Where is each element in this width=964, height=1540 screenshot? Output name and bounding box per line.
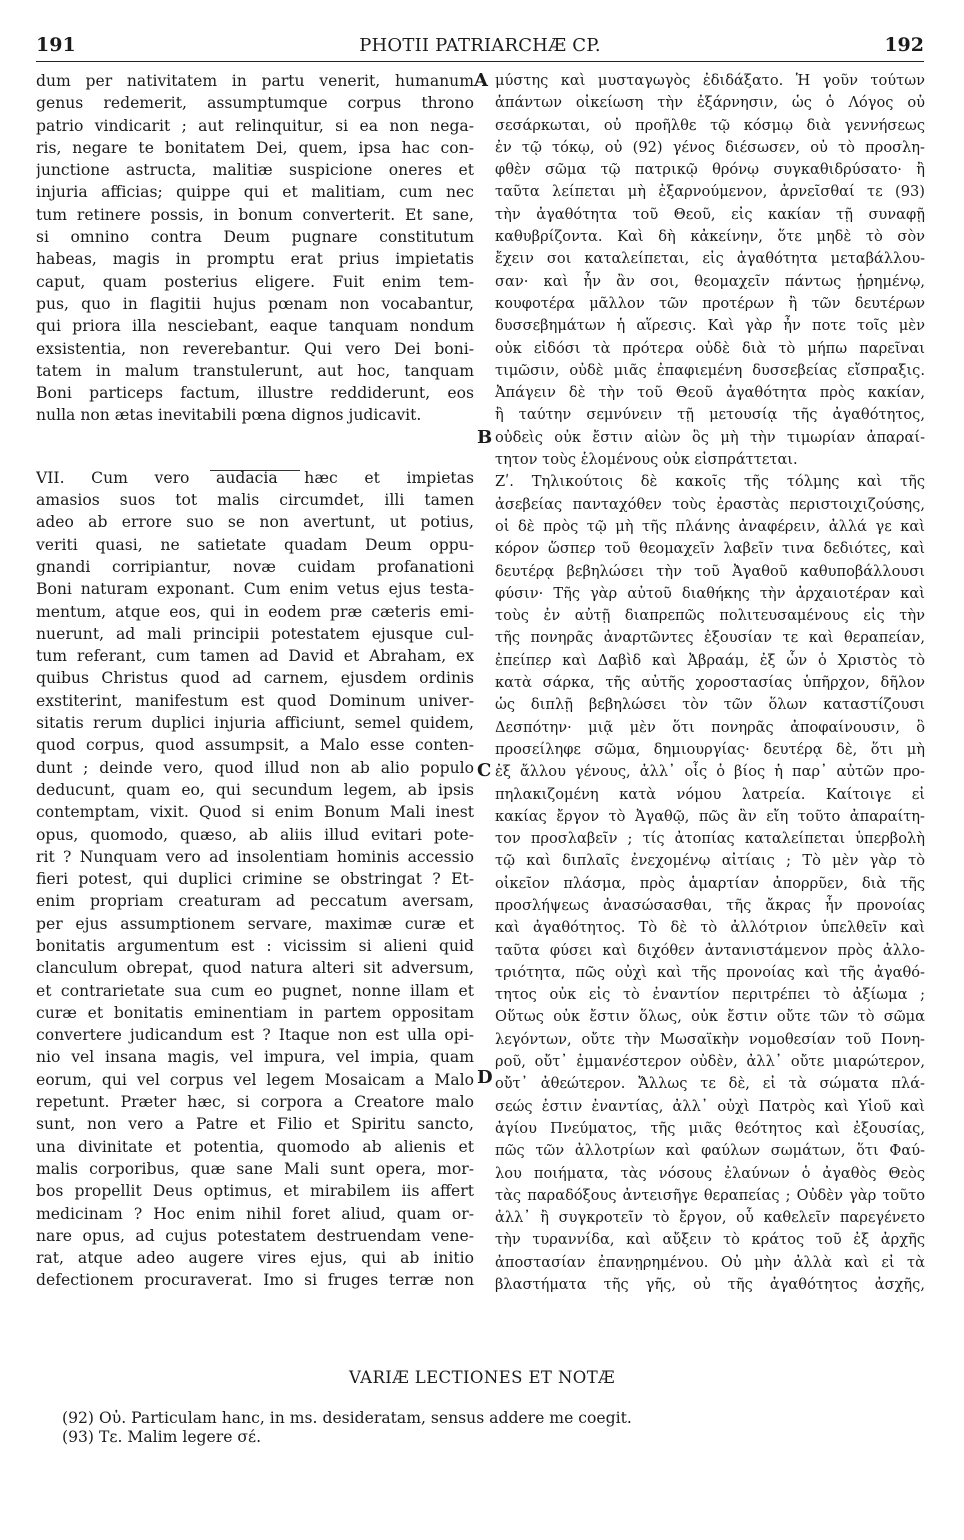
latin-line: quibus Christus quod ad carnem, ejusdem ordinis [36,669,474,688]
greek-line: οἱ δὲ πρὸς τῷ μὴ τῆς πλάνης ἀναφέρειν, ἀλλά γε καὶ [495,517,925,535]
latin-line: nulla non ætas inevitabili pœna dignos judicavit. [36,406,422,425]
greek-line: τον προσλαβεῖν ; τίς ἀτοπίας καταλείπεται ὑπερβολὴ [495,830,925,848]
greek-line: Ἀπάγειν δὲ τὴν τοῦ Θεοῦ ἀγαθότητα πρὸς κακίαν, [495,384,925,402]
greek-line: ἁγίου Πνεύματος, τῆς μιᾶς θεότητος καὶ ἐξουσίας, [495,1119,925,1137]
latin-line: nio vel insana magis, vel impura, vel impia, quam [36,1048,474,1067]
greek-line: σαν· καὶ ἦν ἂν σοι, θεομαχεῖν πάντως ᾑρημένῳ, [495,272,925,290]
greek-line: καθυβρίζοντα. Καὶ δὴ κἀκείνην, ὅτε μηδὲ τὸ σὸν [495,228,925,246]
greek-line: κόρον ὥσπερ τοῦ θεομαχεῖν λαβεῖν τινα δεδιότες, καὶ [495,540,925,558]
latin-line [36,427,474,467]
greek-line: λεγόντων, οὔτε τὴν Μωσαϊκὴν νομοθεσίαν τοῦ Πονη- [495,1030,925,1048]
latin-line: enim propriam creaturam ad peccatum aversam, [36,892,474,911]
greek-line: σεώς ἐστιν ἐναντίας, ἀλλ᾽ οὐχὶ Πατρὸς καὶ Υἱοῦ καὶ [495,1097,925,1115]
greek-line: τητος οὐκ εἰς τὸ ἐναντίον περιτρέπει τὸ ἀξίωμα ; [495,986,925,1004]
latin-line: eorum, qui vel corpus vel legem Mosaicam a Malo [36,1070,474,1089]
greek-line: ταῦτα φύσει καὶ διχόθεν ἀντανιστάμενον πρὸς ἀλλο- [495,941,925,959]
page-number-right: 192 [884,34,924,56]
greek-line: δυσσεβημάτων ἡ αἵρεσις. Καὶ γὰρ ἦν ποτε τοῖς μὲν [495,317,925,335]
margin-letter-c: C [477,760,492,781]
latin-line: genus redemerit, assumptumque corpus throno [36,94,474,113]
latin-line: quod corpus, quod assumpsit, a Malo esse conten- [36,736,474,755]
greek-line: ὡς διπλῇ βεβηλώσει τὸν τῶν ὅλων καταστίζουσι [495,696,925,714]
greek-line: τιμῶσιν, οὐδὲ μιᾶς ἐπαφιεμένη δυσσεβείας εἴσπραξις. [495,361,925,379]
latin-line: Boni naturam exponant. Cum enim vetus ejus testa- [36,580,474,599]
greek-line: τὴν τυραννίδα, καὶ αὔξειν τὸ κράτος τοῦ ἐξ ἀρχῆς [495,1231,925,1249]
section-divider [210,470,300,471]
latin-line: mentum, atque eos, qui in eodem præ cæteris emi- [36,602,474,621]
greek-line: ἢ ταύτην σεμνύνειν τῇ μετουσίᾳ τῆς ἀγαθότητος, [495,406,925,424]
greek-line: προσείληφε σῶμα, δημιουργίας· δευτέρᾳ δὲ, ὅτι μὴ [495,740,925,758]
greek-line: τὰς παραδόξους ἀντεισῆγε θεραπείας ; Οὐδὲν γὰρ τοῦτο [495,1186,925,1204]
greek-line: ἐπείπερ καὶ Δαβὶδ καὶ Ἀβραάμ, ἐξ ὧν ὁ Χριστὸς τὸ [495,651,925,669]
greek-line: ἀλλ᾽ ἢ συγκροτεῖν τὸ ἔργον, οὗ καθελεῖν παρεγένετο [495,1209,925,1227]
greek-line: ἀσεβείας πανταχόθεν τοὺς ἐραστὰς περιστοιχιζούσης, [495,495,925,513]
latin-line: rit ? Nunquam vero ad insolentiam hominis accessio [36,847,474,866]
latin-line: repetunt. Præter hæc, si corpora a Creatore malo [36,1093,474,1112]
latin-line: pus, quo in flagitii hujus pœnam non vocabantur, [36,294,474,313]
latin-line: curæ et bonitatis eminentiam in partem oppositam [36,1003,474,1022]
page-number-left: 191 [36,34,76,56]
latin-line: junctione astructa, malitiæ suspicione oneres et [36,161,474,180]
greek-line: κακίας ἔργον τὸ Ἀγαθῷ, πῶς ἂν εἴη τοῦτο ἀπαραίτη- [495,807,925,825]
latin-line: una divinitate et potentia, quomodo ab alienis et [36,1137,474,1156]
latin-line: habeas, magis in promptu erat prius impietatis [36,250,474,269]
latin-line: injuria afficias; quippe qui et malitiam, cum nec [36,183,474,202]
latin-line: deducunt, quam eo, qui secundum legem, ab ipsis [36,780,474,799]
latin-line: dunt ; deinde vero, quod illud non ab alio populo [36,758,474,777]
latin-line: ris, negare te bonitatem Dei, quem, ipsa hac con- [36,138,474,157]
greek-line: δευτέρᾳ βεβηλώσει τὴν τοῦ Ἀγαθοῦ καθυποβάλλουσι [495,562,925,580]
latin-line: medicinam ? Hoc enim nihil foret aliud, quam or- [36,1204,474,1223]
latin-line: gnandi corripiantur, novæ cuidam profanationi [36,557,474,576]
latin-line: sitatis rerum duplici injuria afficiunt, semel quidem, [36,714,474,733]
greek-line: τοὺς ἐν αὐτῇ διαπρεπῶς πολιτευσαμένους εἰς τὴν [495,607,925,625]
greek-line: ροῦ, οὔτ᾽ ἐμμανέστερον οὐδὲν, ἀλλ᾽ οὔτε μιαρώτερον, [495,1053,925,1071]
latin-line: contemptam, vixit. Quod si enim Bonum Mali inest [36,803,474,822]
greek-line: τριότητα, πῶς οὐχὶ καὶ τῆς προνοίας καὶ τῆς ἀγαθό- [495,963,925,981]
notes-heading: VARIÆ LECTIONES ET NOTÆ [348,1368,616,1387]
greek-line: ταῦτα λείπεται μὴ ἐξαρνούμενον, ἀρνεῖσθαί τε (93) [495,183,925,201]
greek-line: ἔχειν σοι καταλείπεται, εἰς ἀγαθότητα μεταβάλλου- [495,250,925,268]
header-rule [36,61,924,62]
latin-line: bonitatis argumentum est : vicissim si alieni quid [36,936,474,955]
greek-line: οὔτ᾽ ἀθεώτερον. Ἄλλως τε δὲ, εἰ τὰ σώματα πλά- [495,1075,925,1093]
greek-line: τῷ καὶ διπλαῖς ἐνεχομένῳ αἰτίαις ; Τὸ μὲν γὰρ τὸ [495,852,925,870]
latin-line: veriti quasi, ne satietate quadam Deum oppu- [36,535,474,554]
greek-line: λου ποιήματα, τὰς νόσους ἐλαύνων ὁ ἀγαθὸς Θεὸς [495,1164,925,1182]
latin-line: malis corporibus, quæ sane Mali sunt opera, mor- [36,1159,474,1178]
greek-line: Οὕτως οὐκ ἔστιν ὅλως, οὐκ ἔστιν οὔτε τῶν τὸ σῶμα [495,1008,925,1026]
latin-line: defectionem procuraverat. Imo si fruges terræ non [36,1271,474,1290]
latin-line: VII. Cum vero audacia hæc et impietas [36,468,474,487]
latin-line: per ejus assumptionem servare, maximæ curæ et [36,914,474,933]
greek-line: προσλήψεως ἀνασώσασθαι, τῆς ἄκρας ἦν προνοίας [495,896,925,914]
greek-line: κουφοτέρα μᾶλλον τῶν προτέρων ἢ τῶν δευτέρων [495,294,925,312]
latin-line: tum retinere possis, in bonum converterit. Et sane, [36,205,474,224]
latin-line: tatem in malum transtulerunt, aut hoc, tanquam [36,361,474,380]
greek-line: μύστης καὶ μυσταγωγὸς ἐδιδάξατο. Ἡ γοῦν τούτων [495,72,925,89]
greek-line: πῶς τῶν ἀλλοτρίων καὶ φαύλων σωμάτων, ὅτι Φαύ- [495,1142,925,1160]
greek-line: ἀποστασίαν ἐπανῃρημένου. Οὐ μὴν ἀλλὰ καὶ εἰ τὰ [495,1253,925,1271]
greek-line: ἁπάντων οἰκείωση τὴν ἐξάρνησιν, ὡς ὁ Λόγος οὐ [495,94,925,112]
notes-block [62,1409,632,1447]
greek-line: τὴν ἀγαθότητα τοῦ Θεοῦ, εἰς κακίαν τῇ συναφῇ [495,205,925,223]
greek-line: καὶ ἀγαθότητος. Τὸ δὲ τὸ ἀλλότριον ὑπελθεῖν καὶ [495,919,925,937]
latin-line: nare opus, ad cujus potestatem destruendam vene- [36,1226,474,1245]
latin-line: exstiterint, manifestum est quod Dominum univer- [36,691,474,710]
latin-line: sunt, non vero a Patre et Filio et Spiritu sancto, [36,1115,474,1134]
latin-column [36,70,474,1292]
latin-line: bos propellit Deus optimus, et mirabilem iis affert [36,1182,474,1201]
margin-letter-a: A [474,70,488,91]
greek-line: τητον τοὺς ἑλομένους οὐκ εἰσπράττεται. [495,451,798,469]
latin-line: opus, quomodo, quæso, ab aliis illud evitari pote- [36,825,474,844]
latin-line: patrio vindicarit ; aut relinquitur, si ea non nega- [36,116,474,135]
greek-line: Ζʹ. Τηλικούτοις δὲ κακοῖς τῆς τόλμης καὶ τῆς [495,473,925,491]
latin-line: adeo ab errore suo se non avertunt, ut potius, [36,513,474,532]
greek-line: οὐκ εἰδόσι τὰ πρότερα οὐδὲ διὰ τὸ μήπω παρεῖναι [495,339,925,357]
margin-letter-b: B [477,427,493,448]
greek-line: φθὲν σῶμα τῷ πατρικῷ θρόνῳ συγκαθιδρύσατο· ἢ [495,161,925,179]
latin-line: caput, quam posterius eligere. Fuit enim tem- [36,272,474,291]
running-title: PHOTII PATRIARCHÆ CP. [359,35,601,56]
latin-line: et contrarietate sua cum eo pugnet, nonne illam et [36,981,474,1000]
latin-line: rat, atque adeo augere vires ejus, qui ab initio [36,1249,474,1268]
latin-line: convertere judicandum est ? Itaque non est ulla opi- [36,1026,474,1045]
greek-line: σεσάρκωται, οὐ προῆλθε τῷ κόσμῳ διὰ γεννήσεως [495,116,925,134]
latin-line: si omnino contra Deum pugnare constitutum [36,228,474,247]
greek-column [495,70,925,1296]
greek-line: οὐδεὶς οὐκ ἔστιν αἰὼν ὃς μὴ τὴν τιμωρίαν ἀπαραί- [495,428,925,446]
greek-line: οἰκεῖον πλάσμα, πρὸς ἁμαρτίαν ἀπορρῦεν, διὰ τῆς [495,874,925,892]
note-92: (92) Οὐ. Particulam hanc, in ms. desideratam, sensus addere me coegit. [62,1409,632,1427]
greek-line: κατὰ σάρκα, τῆς αὐτῆς χοροστασίας ὑπῆρχον, δῆλον [495,674,925,692]
greek-line: τῆς πονηρᾶς ἀναρτῶντες ἐξουσίαν τε καὶ θεραπείαν, [495,629,925,647]
greek-line: βλαστήματα τῆς γῆς, οὐ τῆς ἀγαθότητος ἀσχῆς, [495,1276,925,1294]
latin-line: amasios suos tot malis circumdet, illi tamen [36,491,474,510]
greek-line: Δεσπότην· μιᾷ μὲν ὅτι πονηρᾶς ἀποφαίνουσιν, ὃ [495,718,925,736]
latin-line: dum per nativitatem in partu venerit, humanum [36,72,474,90]
latin-line: clanculum obrepat, quod natura alteri sit adversum, [36,959,474,978]
margin-letter-d: D [477,1067,493,1088]
latin-line: tum referant, cum tamen ad David et Abraham, ex [36,647,474,666]
latin-line: fieri potest, qui duplici crimine se obstringat ? Et- [36,870,474,889]
greek-line: ἐξ ἄλλου γένους, ἀλλ᾽ οἷς ὁ βίος ἡ παρ᾽ αὐτῶν προ- [495,763,925,781]
latin-line: nuerunt, ad mali principii potestatem ejusque cul- [36,624,474,643]
latin-line: Boni particeps factum, illustre reddiderunt, eos [36,384,474,403]
greek-line: πηλακιζομένη κατὰ νόμου λατρεία. Καίτοιγε εἰ [495,785,925,803]
latin-line: qui priora illa nesciebant, eaque tanquam nondum [36,317,474,336]
note-93: (93) Τε. Malim legere σέ. [62,1428,262,1446]
latin-line: exsistentia, non reverebantur. Qui vero Dei boni- [36,339,474,358]
greek-line: φύσιν· Τῆς γὰρ αὐτοῦ διαθήκης τὴν ἀρχαιοτέραν καὶ [495,584,925,602]
greek-line: ἐν τῷ τόκῳ, οὐ (92) γένος διέσωσεν, οὐ τὸ προσλη- [495,138,925,156]
running-header [36,34,924,62]
